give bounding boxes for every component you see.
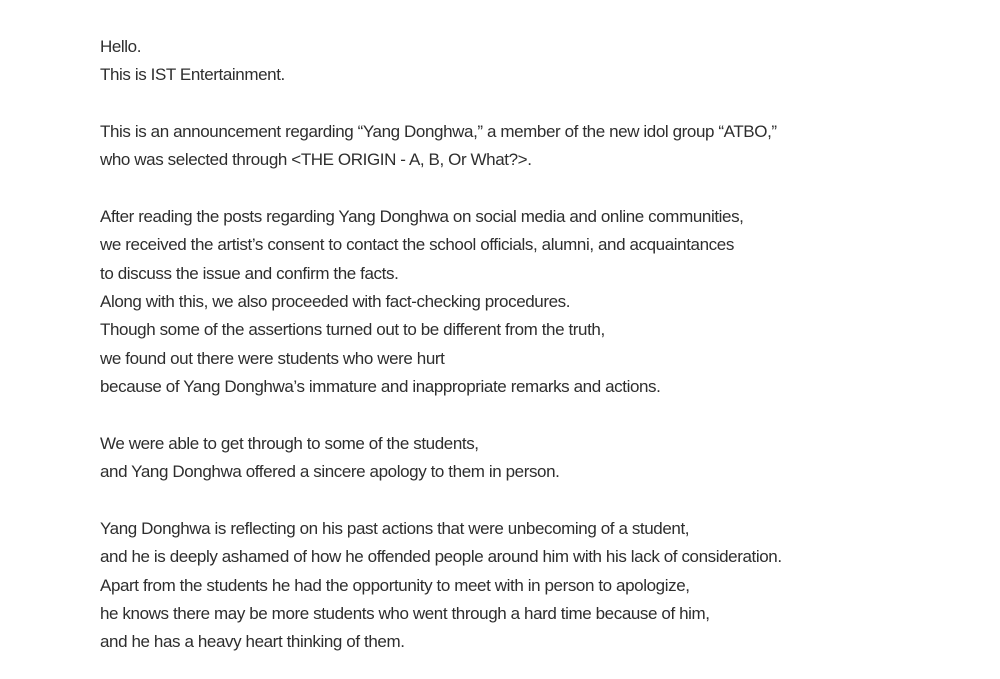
text-line: Yang Donghwa is reflecting on his past actions that were unbecoming of a student, <box>100 518 690 538</box>
text-line: who was selected through <THE ORIGIN - A, B, Or What?>. <box>100 150 532 170</box>
text-line: to discuss the issue and confirm the facts. <box>100 263 399 283</box>
paragraph-apology <box>100 430 920 487</box>
text-line: Apart from the students he had the opportunity to meet with in person to apologize, <box>100 575 690 595</box>
text-line: we found out there were students who were hurt <box>100 348 445 368</box>
text-line: and Yang Donghwa offered a sincere apology to them in person. <box>100 462 560 482</box>
text-line: we received the artist’s consent to contact the school officials, alumni, and acquaintances <box>100 235 734 255</box>
text-line: Along with this, we also proceeded with fact-checking procedures. <box>100 292 571 312</box>
paragraph-reflection <box>100 515 920 657</box>
text-line: Though some of the assertions turned out to be different from the truth, <box>100 320 605 340</box>
paragraph-fact-check <box>100 203 920 401</box>
text-line: because of Yang Donghwa’s immature and inappropriate remarks and actions. <box>100 377 661 397</box>
text-line: and he is deeply ashamed of how he offended people around him with his lack of consideration. <box>100 547 782 567</box>
text-line: he knows there may be more students who went through a hard time because of him, <box>100 603 710 623</box>
text-line: This is IST Entertainment. <box>100 65 285 85</box>
text-line: This is an announcement regarding “Yang Donghwa,” a member of the new idol group “ATBO,” <box>100 122 777 142</box>
text-line: We were able to get through to some of the students, <box>100 433 479 453</box>
text-line: and he has a heavy heart thinking of them. <box>100 632 405 652</box>
text-line: Hello. <box>100 37 142 56</box>
paragraph-announcement-intro <box>100 118 920 175</box>
paragraph-greeting <box>100 33 920 90</box>
text-line: After reading the posts regarding Yang Donghwa on social media and online communities, <box>100 207 744 227</box>
